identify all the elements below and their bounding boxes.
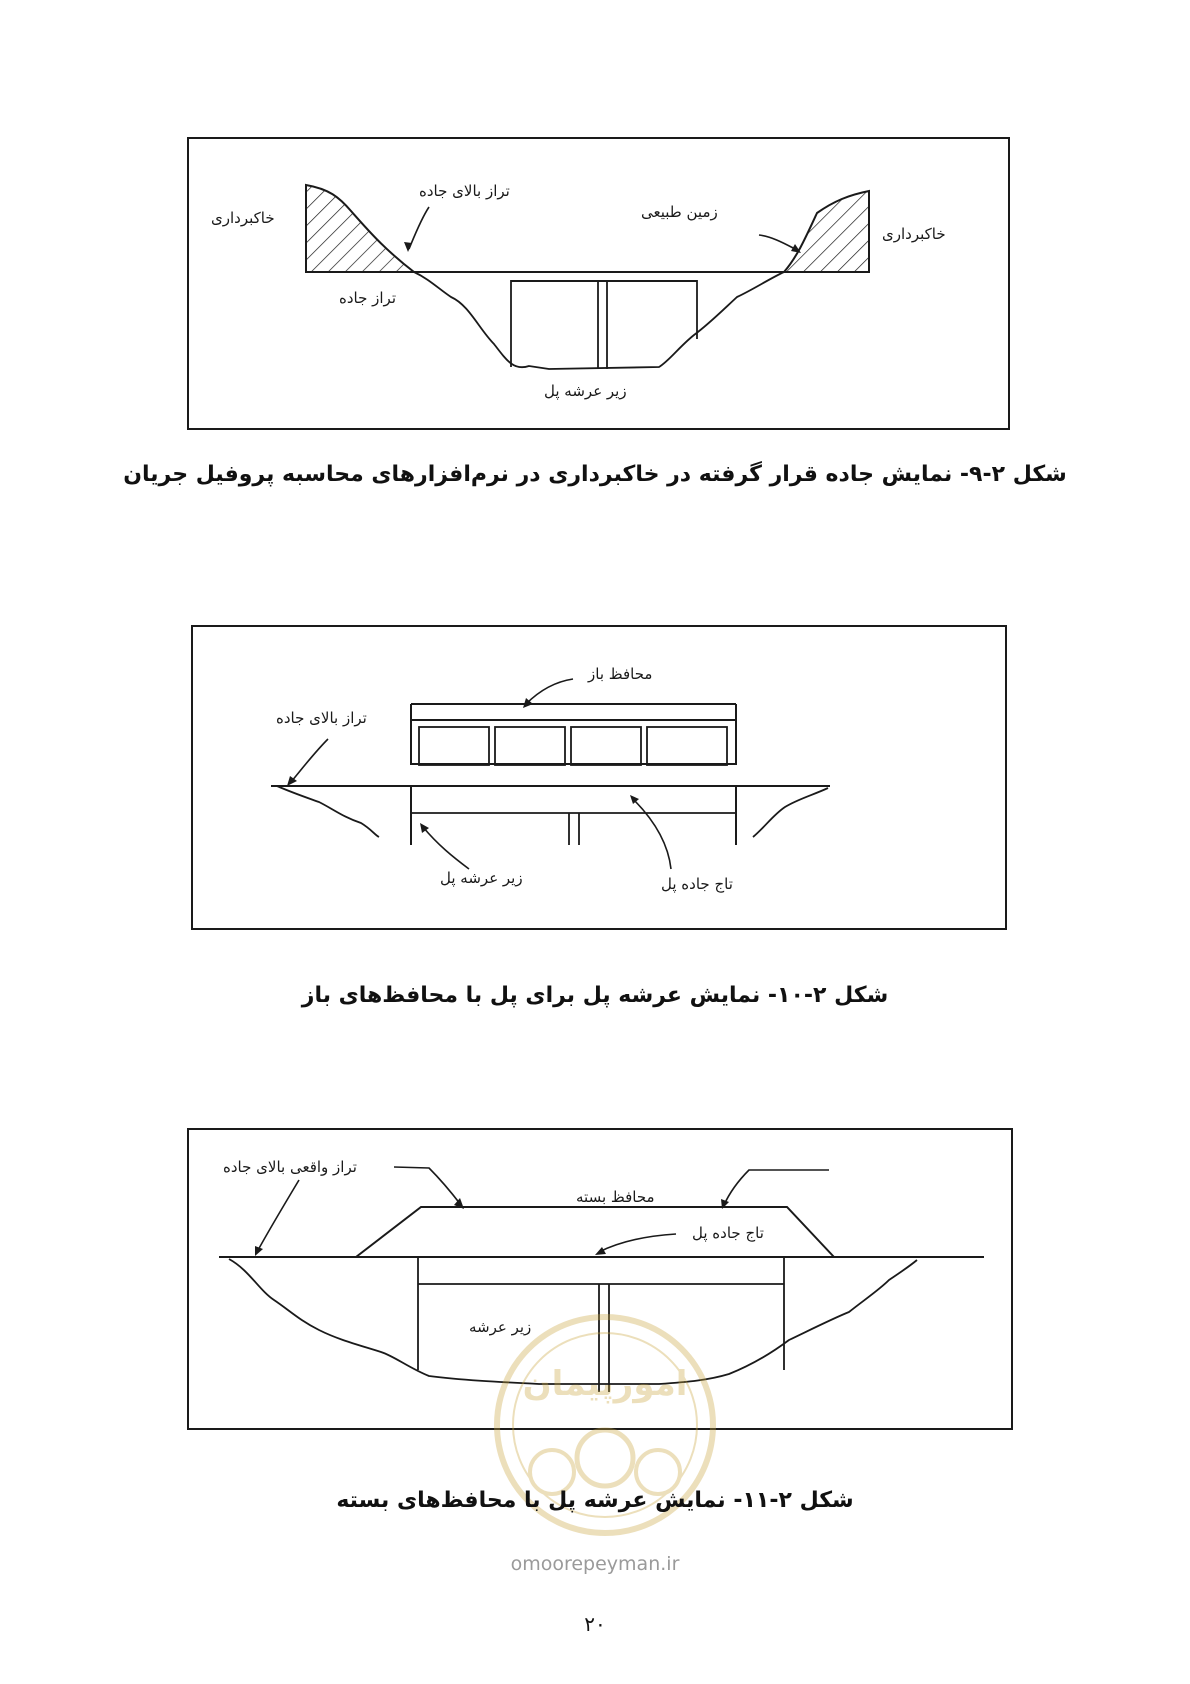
label-road-top: تراز بالای جاده (419, 182, 510, 200)
label-road-level: تراز جاده (339, 289, 397, 307)
label-actual-road-top: تراز واقعی بالای جاده (223, 1158, 357, 1176)
label-deck-bottom: زیر عرشه پل (544, 382, 627, 400)
label-bridge-road-crown: تاج جاده پل (661, 875, 733, 893)
label-cut-right: خاکبرداری (882, 225, 946, 243)
page-number: ۲۰ (584, 1612, 606, 1636)
label-deck-bottom: زیر عرشه (469, 1318, 532, 1336)
label-open-guard: محافظ باز (588, 665, 653, 683)
figure-open-guard-bridge (191, 625, 1007, 930)
figure-1-caption: شکل ۲-۹- نمایش جاده قرار گرفته در خاکبرداری در نرم‌افزارهای محاسبه پروفیل جریان (123, 462, 1067, 487)
figure-road-in-cut (187, 137, 1010, 430)
figure-2-caption: شکل ۲-۱۰- نمایش عرشه پل برای پل با محافظ‌های باز (301, 983, 889, 1008)
watermark-logo-text: امورپیمان (522, 1364, 688, 1404)
watermark-site: omoorepeyman.ir (510, 1553, 680, 1575)
figure-3-caption: شکل ۲-۱۱- نمایش عرشه پل با محافظ‌های بسته (336, 1488, 854, 1513)
label-deck-bottom: زیر عرشه پل (440, 869, 523, 887)
label-closed-guard: محافظ بسته (576, 1188, 655, 1206)
figure-closed-guard-bridge (187, 1128, 1013, 1430)
label-road-top: تراز بالای جاده (276, 709, 367, 727)
label-cut-left: خاکبرداری (211, 209, 275, 227)
label-bridge-road-crown: تاج جاده پل (692, 1224, 764, 1242)
label-natural-ground: زمین طبیعی (641, 203, 718, 221)
